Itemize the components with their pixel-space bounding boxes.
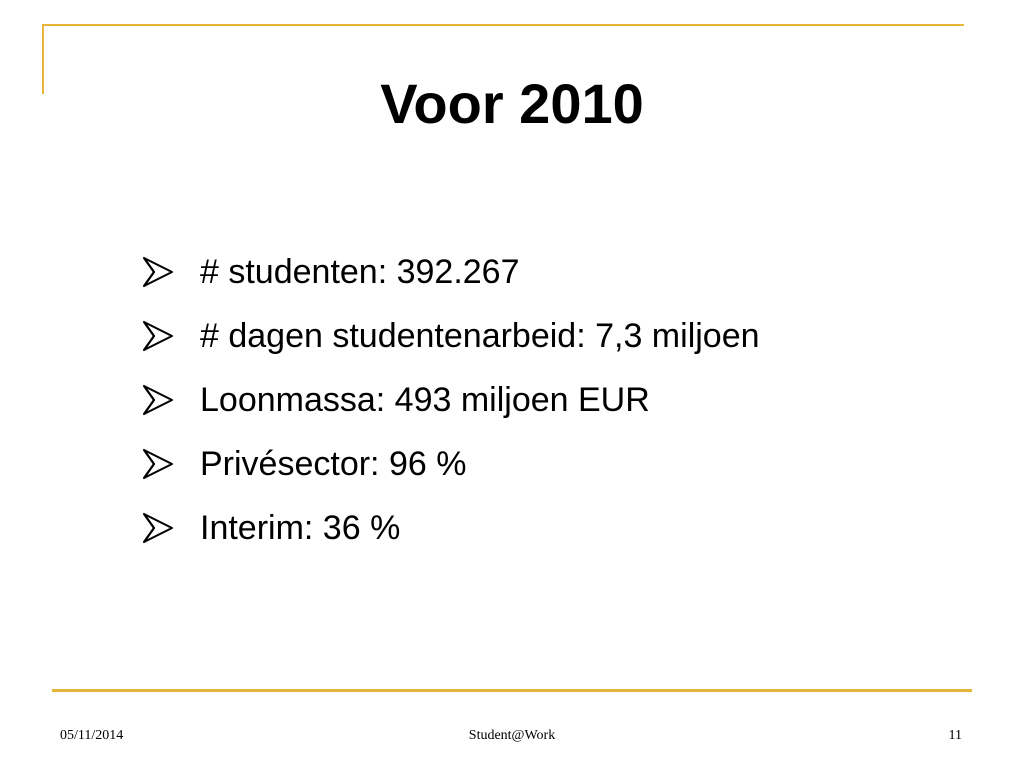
arrowhead-bullet-icon [140, 447, 176, 481]
footer-divider-line [52, 689, 972, 692]
footer-center-text: Student@Work [468, 728, 556, 743]
bullet-item [140, 432, 760, 496]
bullet-text: # studenten: 392.267 [200, 252, 520, 291]
footer-page-number: 11 [948, 728, 962, 743]
arrowhead-bullet-icon [140, 511, 176, 545]
bullet-list [140, 240, 760, 560]
slide-title: Voor 2010 [380, 72, 644, 135]
arrowhead-bullet-icon [140, 383, 176, 417]
bullet-item [140, 304, 760, 368]
frame-top-line [42, 24, 964, 26]
bullet-text: Privésector: 96 % [200, 444, 467, 483]
footer-date: 05/11/2014 [60, 728, 124, 743]
bullet-text: Interim: 36 % [200, 508, 401, 547]
arrowhead-bullet-icon [140, 255, 176, 289]
bullet-item [140, 240, 760, 304]
arrowhead-bullet-icon [140, 319, 176, 353]
bullet-text: # dagen studentenarbeid: 7,3 miljoen [200, 316, 760, 355]
bullet-text: Loonmassa: 493 miljoen EUR [200, 380, 650, 419]
bullet-item [140, 496, 760, 560]
bullet-item [140, 368, 760, 432]
